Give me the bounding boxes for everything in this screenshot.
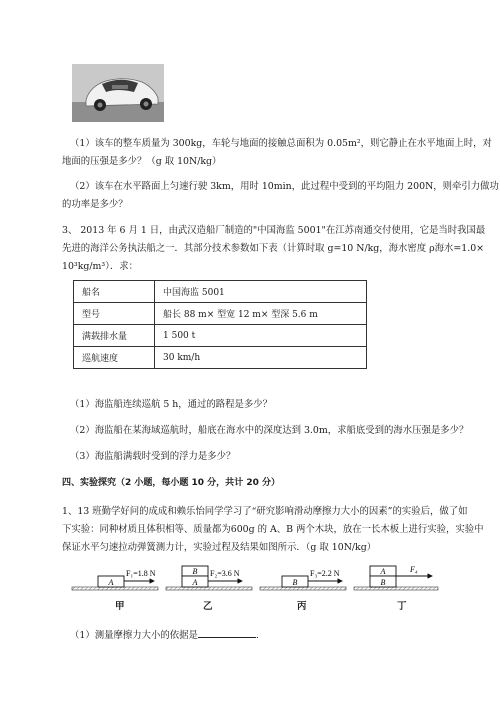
table-row bbox=[74, 303, 367, 325]
table-value-cell: 中国海监 5001 bbox=[155, 281, 367, 303]
ship-spec-table bbox=[73, 280, 367, 369]
table-key-cell: 船名 bbox=[74, 281, 155, 303]
block-label: B bbox=[292, 578, 298, 587]
q3-intro-line-2: 先进的海洋公务执法船之一．其部分技术参数如下表（计算时取 g=10 N/kg，海水密度 ρ海水=1.0× bbox=[62, 243, 485, 254]
car-question-2-line-1: （2）该车在水平路面上匀速行驶 3km，用时 10min，此过程中受到的平均阻力 200N，则牵引力做功 bbox=[70, 181, 499, 192]
table-key-cell: 型号 bbox=[74, 303, 155, 325]
block-label: A bbox=[108, 578, 114, 587]
experiment-sub-question-1-text: （1）测量摩擦力大小的依据是 bbox=[70, 630, 198, 641]
force-label: F₄ bbox=[410, 565, 418, 574]
table-value-cell: 船长 88 m× 型宽 12 m× 型深 5.6 m bbox=[155, 303, 367, 325]
section-4-heading: 四、实验探究（2 小题，每小题 10 分，共计 20 分） bbox=[62, 478, 280, 488]
table-value-cell: 30 km/h bbox=[155, 347, 367, 369]
q3-sub-question-3: （3）海监船满载时受到的浮力是多少？ bbox=[70, 451, 236, 462]
block-label: A bbox=[380, 567, 386, 576]
q3-sub-question-1: （1）海监船连续巡航 5 h，通过的路程是多少？ bbox=[70, 399, 273, 410]
period: . bbox=[255, 630, 259, 641]
friction-experiment-figures bbox=[70, 562, 440, 600]
experiment-intro-line-3: 保证水平匀速拉动弹簧测力计，实验过程及结果如图所示．（g 取 10N/kg） bbox=[62, 542, 377, 553]
car-question-1-line-1: （1）该车的整车质量为 300kg，车轮与地面的接触总面积为 0.05m²，则它静止在水平地面上时，对 bbox=[70, 138, 492, 149]
force-label: F₃=2.2 N bbox=[310, 569, 340, 578]
experiment-sub-question-1 bbox=[70, 627, 259, 642]
figure-label-ding: 丁 bbox=[397, 601, 407, 612]
figure-ding bbox=[354, 565, 438, 590]
q3-intro-line-1: 3、 2013 年 6 月 1 日，由武汉造船厂制造的"中国海监 5001"在江苏南通交付使用，它是当时我国最 bbox=[62, 225, 486, 236]
electric-car-photo bbox=[72, 64, 164, 122]
figure-bing bbox=[260, 569, 346, 590]
car-illustration bbox=[72, 64, 164, 122]
table-key-cell: 满载排水量 bbox=[74, 325, 155, 347]
block-label: A bbox=[192, 578, 198, 587]
table-value-cell: 1 500 t bbox=[155, 325, 367, 347]
figure-label-jia: 甲 bbox=[115, 601, 125, 612]
experiment-intro-line-2: 下实验：同种材质且体积相等、质量都为600g 的 A、B 两个木块，放在一长木板上进行实验，实验中 bbox=[62, 524, 484, 535]
block-label: B bbox=[380, 578, 386, 587]
figure-yi bbox=[166, 566, 252, 590]
table-key-cell: 巡航速度 bbox=[74, 347, 155, 369]
table-row bbox=[74, 347, 367, 369]
figure-label-bing: 丙 bbox=[297, 601, 307, 612]
q3-intro-line-3: 10³kg/m³）．求： bbox=[62, 261, 138, 272]
car-question-1-line-2: 地面的压强是多少？（g 取 10N/kg） bbox=[62, 156, 222, 167]
figure-jia bbox=[72, 569, 158, 590]
table-row bbox=[74, 281, 367, 303]
figure-label-yi: 乙 bbox=[203, 601, 213, 612]
force-label: F₂=3.6 N bbox=[210, 569, 240, 578]
block-label: B bbox=[192, 567, 198, 576]
force-label: F₁=1.8 N bbox=[126, 569, 156, 578]
car-question-2-line-2: 的功率是多少？ bbox=[62, 199, 128, 210]
q3-sub-question-2: （2）海监船在某海域巡航时，船底在海水中的深度达到 3.0m，求船底受到的海水压强是多少？ bbox=[70, 425, 469, 436]
table-row bbox=[74, 325, 367, 347]
experiment-intro-line-1: 1、13 班勤学好问的成成和赖乐怡同学学习了“研究影响滑动摩擦力大小的因素”的实验后，做了如 bbox=[62, 506, 468, 517]
answer-blank[interactable] bbox=[198, 627, 256, 638]
